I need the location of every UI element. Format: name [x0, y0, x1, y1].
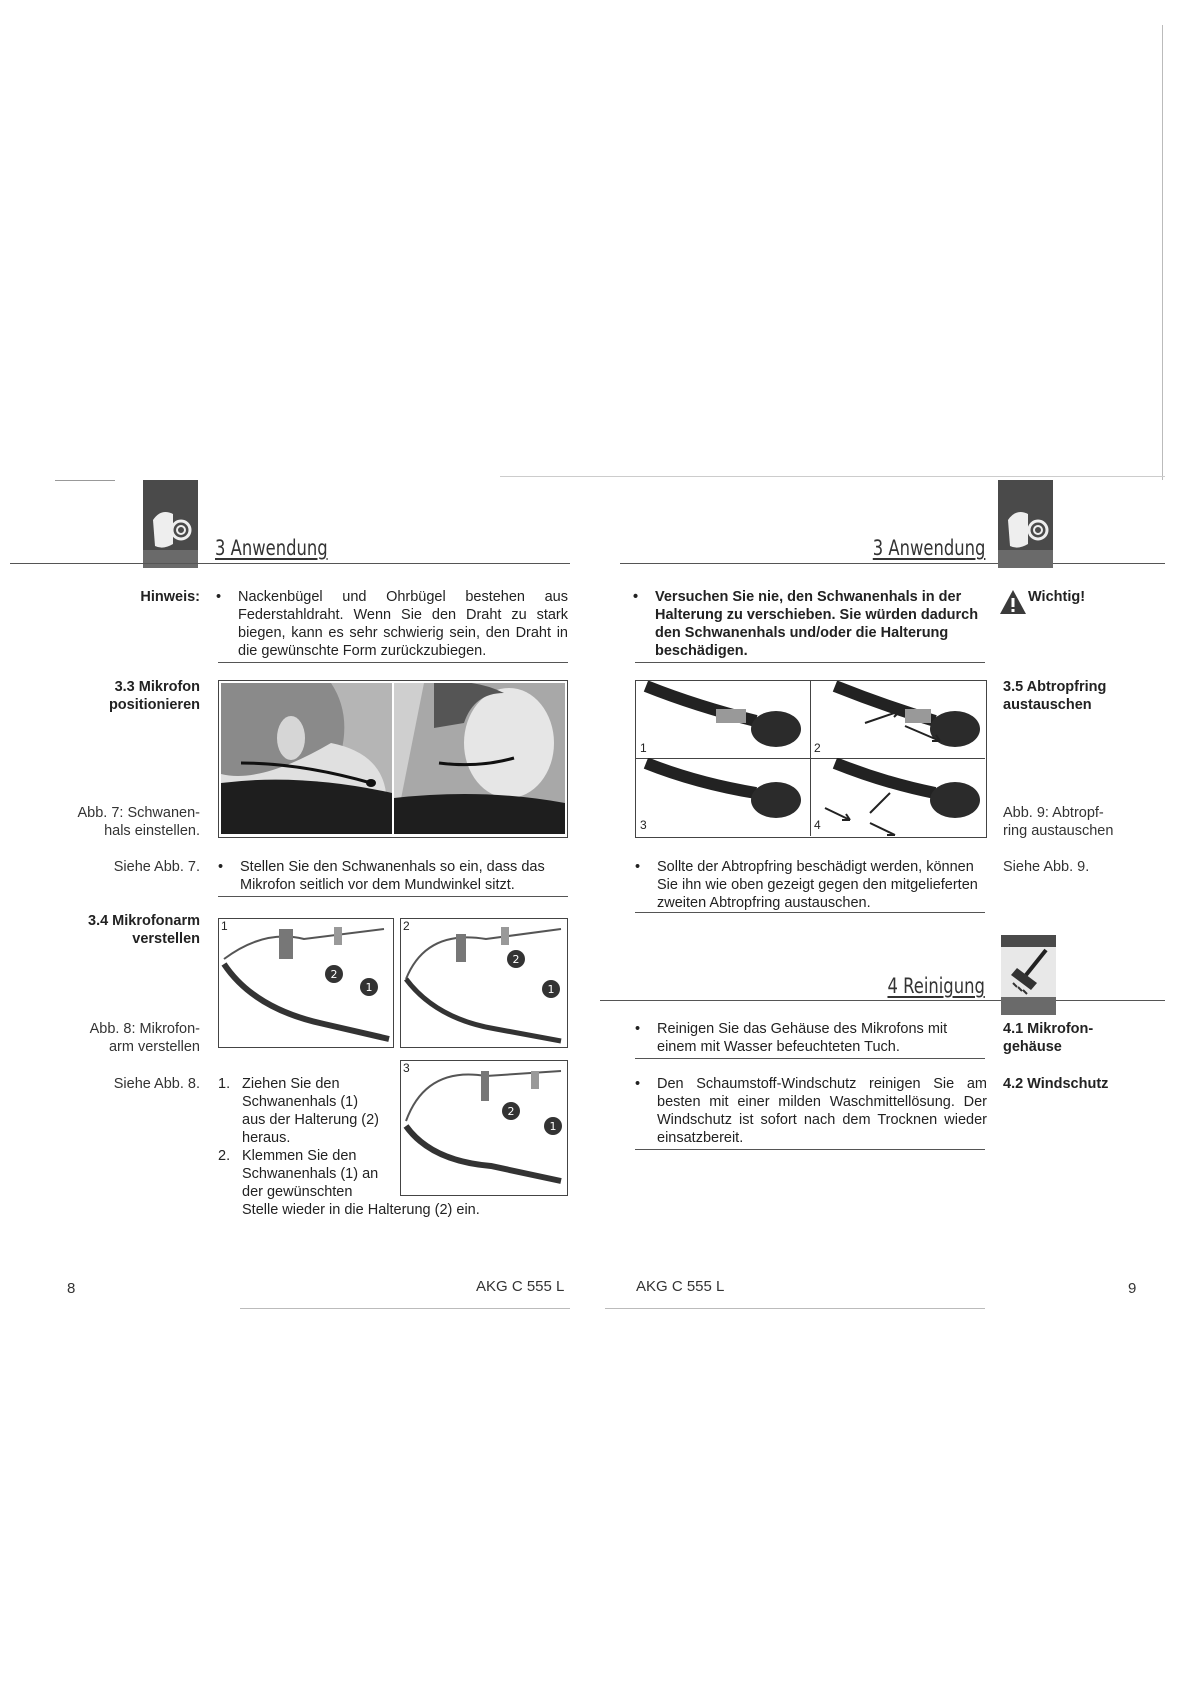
see-figure-7: Siehe Abb. 7. [113, 859, 200, 875]
figure-9-panel-4: 4 [810, 758, 985, 836]
wichtig-label: Wichtig! [1028, 589, 1086, 605]
figure-9-panel-3: 3 [636, 758, 811, 836]
wichtig-text: • Versuchen Sie nie, den Schwanenhals in der Halterung zu verschieben. Sie würden dadurch den Schwanenhals und/oder die Halterung beschädigen. [633, 589, 979, 659]
figure-9-caption: Abb. 9: Abtropf- ring austauschen [1003, 805, 1114, 839]
section-4-2-title: 4.2 Windschutz [1003, 1076, 1109, 1092]
step-2: 2. Klemmen Sie den Schwanenhals (1) an der gewünschten [218, 1148, 379, 1200]
section-3-5-title: 3.5 Abtropfring austauschen [1003, 679, 1107, 713]
left-page-number: 8 [67, 1280, 76, 1297]
figure-8-panel-1: 1 2 1 [218, 918, 394, 1048]
section-3-5-text: • Sollte der Abtropfring beschädigt werden, können Sie ihn wie oben gezeigt gegen den mitgelieferten zweiten Abtropfring austauschen. [635, 859, 978, 911]
left-section-title: 3 Anwendung [215, 536, 328, 560]
left-footer-model: AKG C 555 L [476, 1278, 565, 1295]
callout-2: 2 [512, 953, 520, 966]
step-2-last-line: Stelle wieder in die Halterung (2) ein. [242, 1202, 480, 1218]
hinweis-text: • Nackenbügel und Ohrbügel bestehen aus Federstahldraht. Wenn Sie den Draht zu stark biegen, kann es sehr schwierig sein, den Draht in die gewünschte Form zurückzubiegen. [216, 589, 568, 659]
figure-8-panel-3: 3 2 1 [400, 1060, 568, 1196]
section-4-1-text: • Reinigen Sie das Gehäuse des Mikrofons mit einem mit Wasser befeuchteten Tuch. [635, 1021, 948, 1055]
section-3-4-title: 3.4 Mikrofonarm verstellen [88, 913, 200, 947]
callout-2: 2 [507, 1105, 515, 1118]
section-4-title: 4 Reinigung [887, 974, 985, 998]
application-icon-left [143, 480, 198, 568]
application-icon-right [998, 480, 1053, 568]
hinweis-label: Hinweis: [140, 589, 200, 605]
figure-7 [218, 680, 568, 838]
figure-9-panel-2: 2 [810, 681, 985, 759]
section-4-2-text: • Den Schaumstoff-Windschutz reinigen Sie am besten mit einer milden Waschmittellösung. Der Windschutz ist sofort nach dem Trocknen wieder einsatzbereit. [635, 1076, 987, 1146]
callout-2: 2 [330, 968, 338, 981]
section-3-3-title: 3.3 Mikrofon positionieren [108, 679, 200, 713]
figure-7-caption: Abb. 7: Schwanen- hals einstellen. [77, 805, 200, 839]
right-page-number: 9 [1128, 1280, 1137, 1297]
figure-8-panel-2: 2 2 1 [400, 918, 568, 1048]
callout-1: 1 [549, 1120, 557, 1133]
section-3-3-text: • Stellen Sie den Schwanenhals so ein, dass das Mikrofon seitlich vor dem Mundwinkel sitzt. [218, 859, 545, 893]
callout-1: 1 [547, 983, 555, 996]
figure-9 [635, 680, 987, 838]
right-footer-model: AKG C 555 L [636, 1278, 725, 1295]
figure-7-photo-side [221, 683, 392, 834]
figure-9-panel-1: 1 [636, 681, 811, 759]
step-1: 1. Ziehen Sie den Schwanenhals (1) aus der Halterung (2) heraus. [218, 1076, 380, 1146]
cleaning-icon [1001, 935, 1056, 1015]
warning-icon [998, 588, 1028, 621]
callout-1: 1 [365, 981, 373, 994]
figure-8-caption: Abb. 8: Mikrofon- arm verstellen [89, 1021, 200, 1055]
section-4-1-title: 4.1 Mikrofon- gehäuse [1003, 1021, 1094, 1055]
see-figure-9: Siehe Abb. 9. [1003, 859, 1090, 875]
right-section-title: 3 Anwendung [872, 536, 985, 560]
see-figure-8: Siehe Abb. 8. [113, 1076, 200, 1092]
figure-7-photo-front [394, 683, 565, 834]
